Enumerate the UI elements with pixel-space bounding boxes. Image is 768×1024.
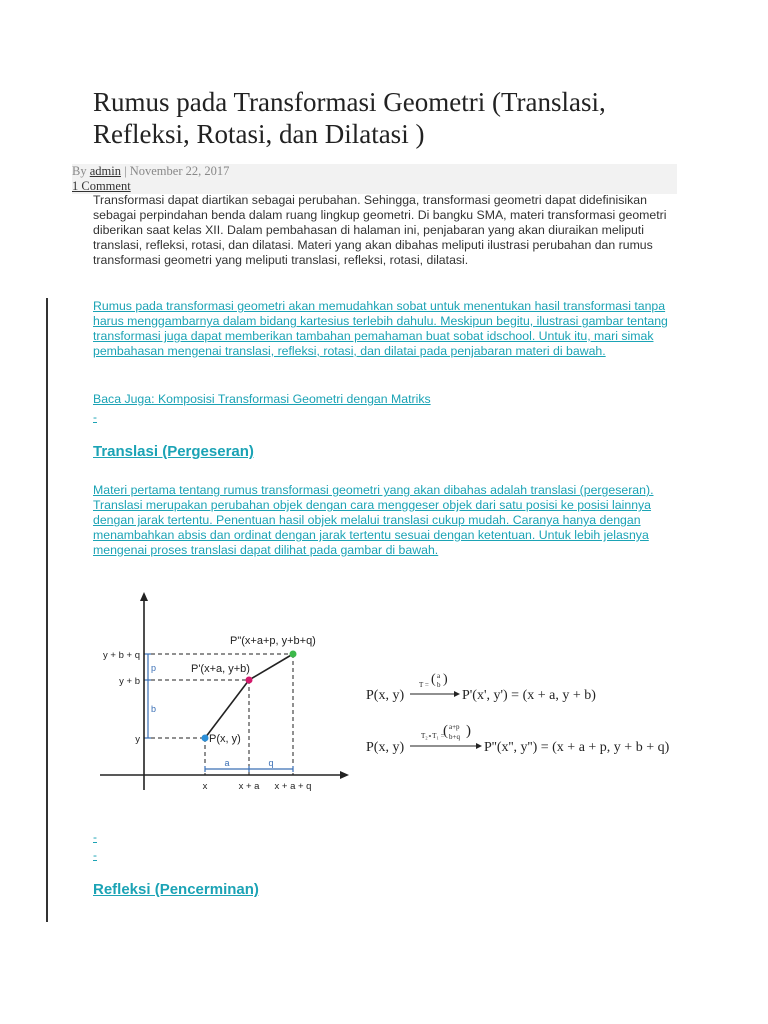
formula1-rhs: P'(x', y') = (x + a, y + b) [462, 688, 596, 703]
baca-juga-link[interactable]: Baca Juga: Komposisi Transformasi Geometri dengan Matriks [93, 392, 431, 406]
author-link[interactable]: admin [89, 164, 121, 178]
formula1-t: T = [419, 681, 429, 689]
svg-text:(: ( [443, 723, 448, 739]
seg-label-a: a [224, 758, 230, 768]
point-label-p2: P"(x+a+p, y+b+q) [230, 635, 316, 647]
svg-text:): ) [443, 672, 448, 687]
comments-link[interactable]: 1 Comment [72, 179, 131, 193]
x-label-mid: x + a [238, 781, 260, 792]
formula2-vec-bot: b+q [449, 733, 460, 741]
by-label: By [72, 164, 87, 178]
point-label-p: P(x, y) [209, 733, 241, 745]
x-axis-arrow [340, 771, 349, 779]
formula1-vec-top: a [437, 672, 441, 680]
x-label-left: x [202, 781, 208, 792]
dash-link-2[interactable]: - [93, 830, 97, 844]
formula1-vec-bot: b [437, 681, 441, 689]
point-p2 [290, 651, 297, 658]
article-title: Rumus pada Transformasi Geometri (Translasi, Refleksi, Rotasi, dan Dilatasi ) [93, 87, 606, 149]
translation-line-2 [249, 654, 293, 680]
svg-text:): ) [466, 723, 471, 739]
formula2-t: T₂∘T₁ = [421, 732, 445, 740]
formula2-lhs: P(x, y) [366, 740, 405, 755]
formula2-rhs: P''(x'', y'') = (x + a + p, y + b + q) [484, 740, 670, 755]
formula1-lhs: P(x, y) [366, 688, 405, 703]
point-p [202, 735, 209, 742]
formula2-vec-top: a+p [449, 723, 460, 731]
seg-label-p: p [151, 663, 157, 673]
y-axis-arrow [140, 592, 148, 601]
translation-line-1 [205, 680, 249, 738]
y-label-low: y [135, 734, 140, 745]
intro-paragraph: Transformasi dapat diartikan sebagai perubahan. Sehingga, transformasi geometri dapat didefinisikan sebagai perpindahan benda dalam ruang lingkup geometri. Di bangku SMA, materi transformasi geometri diberikan saat kelas XII. Dalam pembahasan di halaman ini, penjabaran yang akan diuraikan meliputi translasi, refleksi, rotasi, dan dilatasi. Materi yang akan dibahas meliputi ilustrasi perubahan dan rumus transformasi geometri yang meliputi translasi, refleksi, rotasi, dilatasi. [93, 193, 667, 267]
svg-text:(: ( [431, 672, 436, 687]
heading-refleksi[interactable]: Refleksi (Pencerminan) [93, 881, 259, 898]
dash-link-3[interactable]: - [93, 848, 97, 862]
left-border-line [46, 298, 48, 922]
x-label-right: x + a + q [274, 781, 312, 792]
post-meta [72, 164, 677, 194]
intro-link-paragraph[interactable]: Rumus pada transformasi geometri akan memudahkan sobat untuk menentukan hasil transformasi tanpa harus menggambarnya dalam bidang kartesius terlebih dahulu. Meskipun begitu, ilustrasi gambar tentang transformasi juga dapat memberikan tambahan pemahaman buat sobat idschool. Untuk itu, mari simak pembahasan mengenai translasi, refleksi, rotasi, dan dilatai pada penjabaran materi di bawah. [93, 299, 668, 358]
heading-translasi[interactable]: Translasi (Pergeseran) [93, 443, 254, 460]
translasi-paragraph[interactable]: Materi pertama tentang rumus transformasi geometri yang akan dibahas adalah translasi (pergeseran). Translasi merupakan perubahan objek dengan cara menggeser objek dari satu posisi ke posisi lainnya dengan jarak tertentu. Penentuan hasil objek melalui translasi cukup mudah. Caranya hanya dengan menambahkan absis dan ordinat dengan jarak tertentu sesuai dengan ketentuan. Untuk lebih jelasnya mengenai proses translasi dapat dilihat pada gambar di bawah. [93, 483, 654, 557]
seg-label-q: q [268, 758, 274, 768]
translation-diagram [95, 590, 675, 805]
post-date: | November 22, 2017 [124, 164, 230, 178]
seg-label-b: b [151, 704, 157, 714]
y-label-mid: y + b [119, 676, 140, 687]
dash-link[interactable]: - [93, 410, 97, 424]
y-label-top: y + b + q [103, 650, 140, 661]
point-p1 [246, 677, 253, 684]
point-label-p1: P'(x+a, y+b) [191, 663, 250, 675]
